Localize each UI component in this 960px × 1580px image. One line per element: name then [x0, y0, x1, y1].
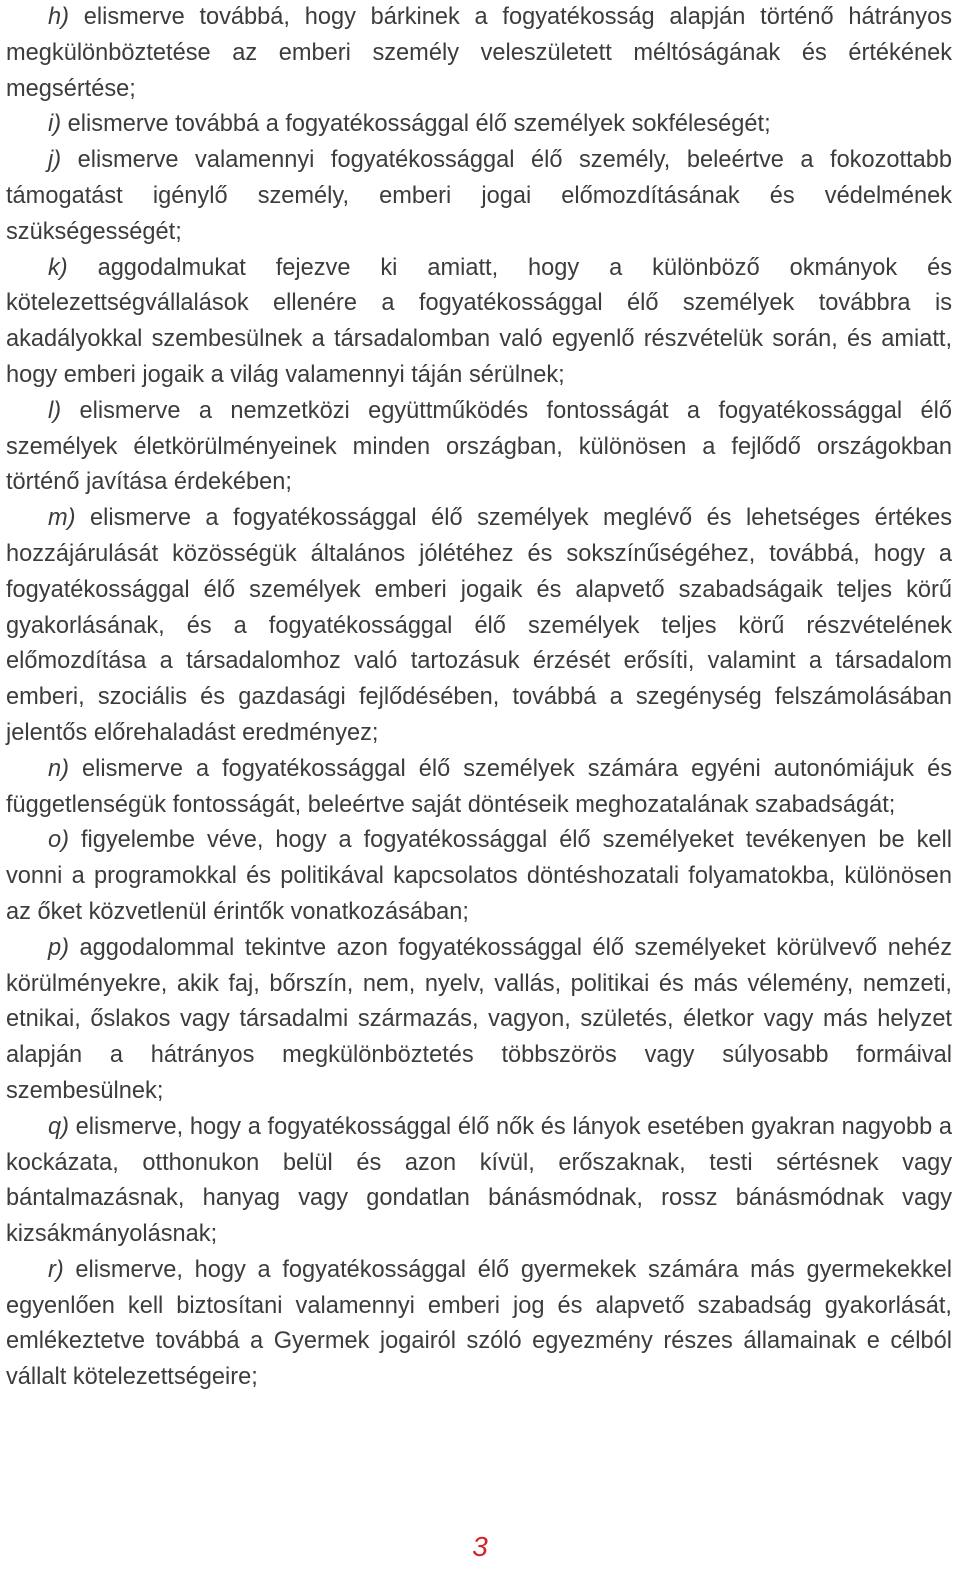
item-marker: i): [48, 111, 62, 138]
document-body: [6, 0, 952, 1396]
item-marker: o): [48, 827, 69, 854]
item-marker: h): [48, 4, 69, 30]
paragraph-o: [6, 823, 952, 930]
item-marker: n): [48, 755, 69, 782]
paragraph-h: [6, 0, 952, 107]
paragraph-text: elismerve, hogy a fogyatékossággal élő nők és lányok esetében gyakran nagyobb a kockázata, otthonukon belül és azon kívül, erőszaknak, testi sértésnek vagy bántalmazásnak, hanyag vagy gondatlan bánásmódnak, rossz bánásmódnak vagy kizsákmányolásnak;: [6, 1113, 952, 1248]
item-marker: r): [48, 1256, 64, 1283]
item-marker: l): [48, 397, 62, 424]
paragraph-text: elismerve a fogyatékossággal élő személyek meglévő és lehetséges értékes hozzájárulását közösségük általános jólétéhez és sokszínűségéhez, továbbá, hogy a fogyatékossággal élő személyek emberi jogaik és alapvető szabadságaik teljes körű gyakorlásának, és a fogyatékossággal élő személyek teljes körű részvételének előmozdítása a társadalomhoz való tartozásuk érzését erősíti, valamint a társadalom emberi, szociális és gazdasági fejlődésében, továbbá a szegénység felszámolásában jelentős előrehaladást eredményez;: [6, 505, 952, 746]
paragraph-j: [6, 143, 952, 250]
item-marker: j): [48, 147, 62, 174]
paragraph-text: elismerve továbbá a fogyatékossággal élő személyek sokféleségét;: [61, 111, 771, 138]
page-number: 3: [472, 1531, 488, 1562]
paragraph-m: [6, 501, 952, 752]
paragraph-text: figyelembe véve, hogy a fogyatékossággal élő személyeket tevékenyen be kell vonni a programokkal és politikával kapcsolatos döntéshozatali folyamatokba, különösen az őket közvetlenül érintők vonatkozásában;: [6, 827, 952, 925]
paragraph-text: aggodalmukat fejezve ki amiatt, hogy a különböző okmányok és kötelezettségvállalások ellenére a fogyatékossággal élő személyek továbbra is akadályokkal szembesülnek a társadalomban való egyenlő részvételük során, és amiatt, hogy emberi jogaik a világ valamennyi táján sérülnek;: [6, 254, 952, 388]
paragraph-text: aggodalommal tekintve azon fogyatékossággal élő személyeket körülvevő nehéz körülményekre, akik faj, bőrszín, nem, nyelv, vallás, politikai és más vélemény, nemzeti, etnikai, őslakos vagy társadalmi származás, vagyon, születés, életkor vagy más helyzet alapján a hátrányos megkülönböztetés többszörös vagy súlyosabb formáival szembesülnek;: [6, 934, 952, 1104]
paragraph-n: [6, 752, 952, 824]
paragraph-text: elismerve, hogy a fogyatékossággal élő gyermekek számára más gyermekekkel egyenlően kell biztosítani valamennyi emberi jog és alapvető szabadság gyakorlását, emlékeztetve továbbá a Gyermek jogairól szóló egyezmény részes államainak e célból vállalt kötelezettségeire;: [6, 1256, 952, 1391]
paragraph-l: [6, 394, 952, 501]
paragraph-p: [6, 931, 952, 1110]
paragraph-k: [6, 251, 952, 394]
item-marker: p): [48, 934, 69, 961]
item-marker: m): [48, 505, 76, 532]
paragraph-text: elismerve továbbá, hogy bárkinek a fogyatékosság alapján történő hátrányos megkülönböztetése az emberi személy veleszületett méltóságának és értékének megsértése;: [6, 4, 952, 102]
item-marker: k): [48, 254, 68, 281]
paragraph-q: [6, 1110, 952, 1253]
item-marker: q): [48, 1113, 69, 1140]
paragraph-i: [6, 107, 952, 143]
paragraph-r: [6, 1253, 952, 1396]
paragraph-text: elismerve valamennyi fogyatékossággal élő személy, beleértve a fokozottabb támogatást igénylő személy, emberi jogai előmozdításának és védelmének szükségességét;: [6, 147, 952, 245]
paragraph-text: elismerve a nemzetközi együttműködés fontosságát a fogyatékossággal élő személyek életkörülményeinek minden országban, különösen a fejlődő országokban történő javítása érdekében;: [6, 397, 952, 496]
paragraph-text: elismerve a fogyatékossággal élő személyek számára egyéni autonómiájuk és függetlenségük fontosságát, beleértve saját döntéseik meghozatalának szabadságát;: [6, 755, 952, 818]
